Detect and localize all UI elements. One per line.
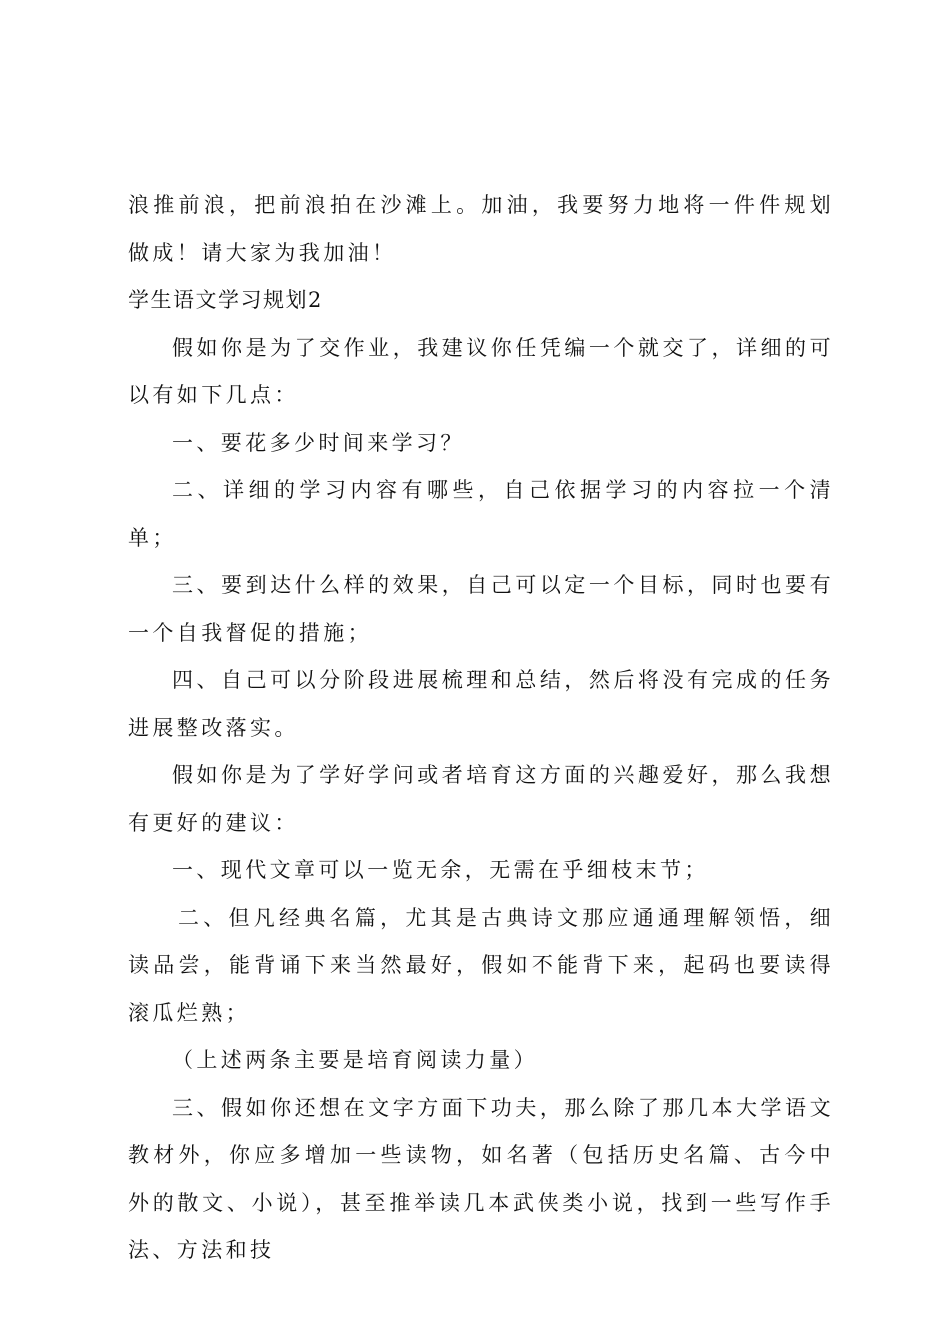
paragraph-intro-homework: 假如你是为了交作业，我建议你任凭编一个就交了，详细的可以有如下几点： [128,335,834,407]
section-heading: 学生语文学习规划2 [128,288,323,312]
list-item-goal: 三、要到达什么样的效果，自己可以定一个目标，同时也要有一个自我督促的措施； [128,573,834,645]
list-item-time: 一、要花多少时间来学习？ [172,430,465,455]
list-item-writing: 三、假如你还想在文字方面下功夫，那么除了那几本大学语文教材外，你应多增加一些读物，如名著（包括历史名篇、古今中外的散文、小说），甚至推举读几本武侠类小说，找到一些写作手法、方法和技 [128,1095,834,1262]
paragraph-intro-interest: 假如你是为了学好学问或者培育这方面的兴趣爱好，那么我想有更好的建议： [128,763,834,835]
paragraph-continuation: 浪推前浪，把前浪拍在沙滩上。加油，我要努力地将一件件规划做成！请大家为我加油！ [128,193,834,265]
document-body [128,182,834,1275]
paragraph-note: （上述两条主要是培育阅读力量） [172,1048,538,1072]
list-item-classics: 二、但凡经典名篇，尤其是古典诗文那应通通理解领悟，细读品尝，能背诵下来当然最好，假如不能背下来，起码也要读得滚瓜烂熟； [128,905,834,1025]
list-item-review: 四、自己可以分阶段进展梳理和总结，然后将没有完成的任务进展整改落实。 [128,668,834,740]
list-item-modern-articles: 一、现代文章可以一览无余，无需在乎细枝末节； [172,858,709,882]
list-item-content: 二、详细的学习内容有哪些，自己依据学习的内容拉一个清单； [128,478,834,550]
